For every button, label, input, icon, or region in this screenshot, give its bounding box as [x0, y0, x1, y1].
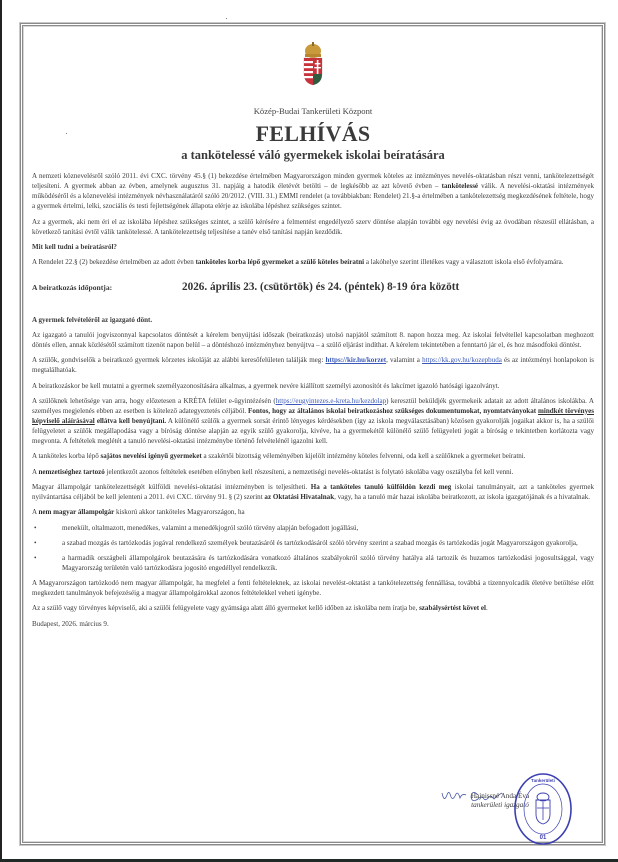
- non-citizen-conditions-list: [32, 523, 594, 573]
- list-item: • a harmadik országbeli állampolgárok beutazására és tartózkodására vonatkozó általános szabályokról szóló törvény hatálya alá tartozik és huzamos tartózkodási jogosultsággal, vagy Magyarország területén való tartózkodásra jogosító engedéllyel rendelkezik.: [34, 553, 594, 572]
- paragraph-district-school: A szülők, gondviselők a beiratkozó gyermek körzetes iskoláját az alábbi keresőfelületen találják meg: https://kir.hu/korzet, valamint a https://kk.gov.hu/kozepbuda és az intézményi honlapokon is megtalálhatóak.: [32, 356, 594, 375]
- section-heading-admission: A gyermek felvételéről az igazgató dönt.: [32, 315, 153, 324]
- bullet-icon: •: [34, 553, 37, 562]
- paragraph-decision: Az igazgató a tanulói jogviszonnyal kapcsolatos döntését a kérelem benyújtási időszak (beiratkozás) utolsó napjától számított 8. napon hozza meg. Az iskolai felvétellel kapcsolatban meghozott döntés ellen, annak közlésétől számított tizenöt napon belül – a döntéshozó intézményhez benyújtva – a szülő eljárást indíthat. A kérelem tekintetében a fenntartó jár el, és hoz másodfokú döntést.: [32, 330, 594, 349]
- kir-korzet-link[interactable]: https://kir.hu/korzet: [325, 356, 387, 365]
- bullet-icon: •: [34, 523, 37, 532]
- paragraph-special-needs: A tanköteles korba lépő sajátos nevelési igényű gyermeket a szakértői bizottság véleményében kijelölt intézmény köteles felvenni, oda kell a szülőknek a gyermeket beíratni.: [32, 452, 526, 461]
- paragraph-exemption: Az a gyermek, aki nem éri el az iskolába lépéshez szükséges szintet, a szülő kérésére a felmentést engedélyező szerv döntése alapján további egy nevelési évig az óvodában részesül ellátásban, a következő tanítási évtől válik tankötelessé. A tankötelezettség teljesítése a tanév első tanítási napján kezdődik.: [32, 217, 594, 236]
- official-stamp-icon: [513, 772, 573, 851]
- paragraph-documents: A beiratkozáskor be kell mutatni a gyermek személyazonosítására alkalmas, a gyermek nevére kiállított személyi azonosítót és lakcímet igazoló hatósági igazolványt.: [32, 381, 500, 390]
- svg-text:01: 01: [539, 835, 547, 841]
- paragraph-abroad: Magyar állampolgár tankötelezettségét külföldi nevelési-oktatási intézményben is teljesítheti. Ha a tanköteles tanuló külföldön kezdi meg iskolai tanulmányait, azt a tanköteles gyermek nyilvántartása céljából be kell jelenteni a 2011. évi CXC. törvény 91. § (2) szerint az Oktatási Hivatalnak, vagy, ha a tanuló már hazai iskolába beiratkozott, az iskola igazgatójának és a hivatalnak.: [32, 483, 594, 502]
- crest-area: [32, 30, 594, 90]
- paragraph-kreta: A szülőknek lehetősége van arra, hogy előzetesen a KRÉTA felület e-ügyintézésén (https://eugyintezes.e-kreta.hu/kezdolap) keresztül beküldjék gyermekeik adatait az adott általános iskolákba. A személyes megjelenés ebben az esetben is kötelező adategyeztetés céljából. Fontos, hogy az általános iskolai beiratkozáshoz szükséges dokumentumokat, nyomtatványokat mindkét törvényes képviselő aláírásával ellátva kell benyújtani. A különélő szülők a gyermek sorsát érintő lényeges kérdésekben (így az iskola megválasztásában) közösen gyakorolják jogaikat akkor is, ha a szülői felügyeletet a szülők megállapodása vagy a bíróság döntése alapján az egyik szülő gyakorolja, kivéve, ha a gyermekétől különélő szülő felügyeleti jogát a bíróság e tekintetben korlátozta vagy megvonta. A feltételek meglétét a tanuló nevelési-oktatási intézménybe történő felvételénél igazolni kell.: [32, 396, 594, 446]
- enrollment-date-value: 2026. április 23. (csütörtök) és 24. (péntek) 8-19 óra között: [182, 281, 460, 294]
- kk-kozepbuda-link[interactable]: https://kk.gov.hu/kozepbuda: [422, 356, 502, 365]
- list-item: • a szabad mozgás és tartózkodás jogával rendelkező személyek beutazásáról és tartózkodásáról szóló törvény szerint a szabad mozgás és tartózkodás jogát Magyarországon gyakorolja,: [34, 538, 578, 547]
- paragraph-offence: Az a szülő vagy törvényes képviselő, aki a szülői felügyelete vagy gyámsága alatt álló gyermeket kellő időben az iskolába nem íratja be, szabálysértést követ el.: [32, 604, 488, 613]
- page-subtitle: a tankötelessé váló gyermekek iskolai beíratására: [181, 148, 445, 163]
- paragraph-legal-basis: A nemzeti köznevelésről szóló 2011. évi CXC. törvény 45.§ (1) bekezdése értelmében Magyarországon minden gyermek köteles az intézményes nevelés-oktatásban részt venni, tankötelezettségét teljesíteni. A gyermek abban az évben, amelynek augusztus 31. napjáig a hatodik életévét betölti – de legkésőbb az azt követő évben – tankötelessé válik. A nevelési-oktatási intézmények működéséről és a köznevelési intézmények névhasználatáról szóló 20/2012. (VIII. 31.) EMMI rendelet (a továbbiakban: Rendelet) 21.§-a értelmében a tankötelezettség megkezdésének feltétele, hogy a gyermek értelmi, lelki, szociális és testi fejlettségének állapota elérje az iskolába lépéshez szükséges szintet.: [32, 172, 594, 211]
- enrollment-date-row: [32, 282, 594, 293]
- paragraph-non-citizen-rights: A Magyarországon tartózkodó nem magyar állampolgár, ha megfelel a fenti feltételeknek, az iskolai nevelést-oktatást a tankötelezettség fennállása, továbbá a tizennyolcadik életéve betöltése előtt megkezdett tanulmányok befejezéséig a magyar állampolgárokkal azonos feltételekkel veheti igénybe.: [32, 579, 594, 598]
- kreta-eugyintezes-link[interactable]: https://eugyintezes.e-kreta.hu/kezdolap: [275, 396, 387, 405]
- document-body: [32, 30, 594, 634]
- paragraph-nationality: A nemzetiséghez tartozó jelentkezőt azonos feltételek esetében előnyben kell részesíteni, a nemzetiségi nevelés-oktatást is folytató iskolába vagy osztályba fel kell venni.: [32, 467, 514, 476]
- page-title: FELHÍVÁS: [255, 121, 371, 147]
- organization-name: Közép-Budai Tankerületi Központ: [253, 106, 373, 116]
- scan-edge-left: [0, 0, 2, 862]
- hungarian-coat-of-arms-icon: [302, 42, 324, 89]
- list-item: • menekült, oltalmazott, menedékes, valamint a menedékjogról szóló törvény alapján befogadott jogállású,: [34, 523, 359, 532]
- bullet-icon: •: [34, 538, 37, 547]
- enrollment-date-label: A beiratkozás időpontja:: [32, 283, 113, 293]
- paragraph-non-citizen: A nem magyar állampolgár kiskorú akkor tanköteles Magyarországon, ha: [32, 508, 245, 517]
- signatory-role: tankerületi igazgató: [471, 801, 529, 809]
- section-heading-enrollment-info: Mit kell tudni a beíratásról?: [32, 243, 117, 252]
- signatory-name: Hajnissné Anda Éva: [470, 792, 530, 800]
- svg-text:Tankerületi: Tankerületi: [531, 778, 555, 783]
- place-and-date: Budapest, 2026. március 9.: [32, 619, 109, 628]
- paragraph-obligation: A Rendelet 22.§ (2) bekezdése értelmében az adott évben tanköteles korba lépő gyermeket a szülő köteles beíratni a lakóhelye szerint illetékes vagy a választott iskola első évfolyamára.: [32, 258, 564, 267]
- scan-speck: [226, 18, 227, 19]
